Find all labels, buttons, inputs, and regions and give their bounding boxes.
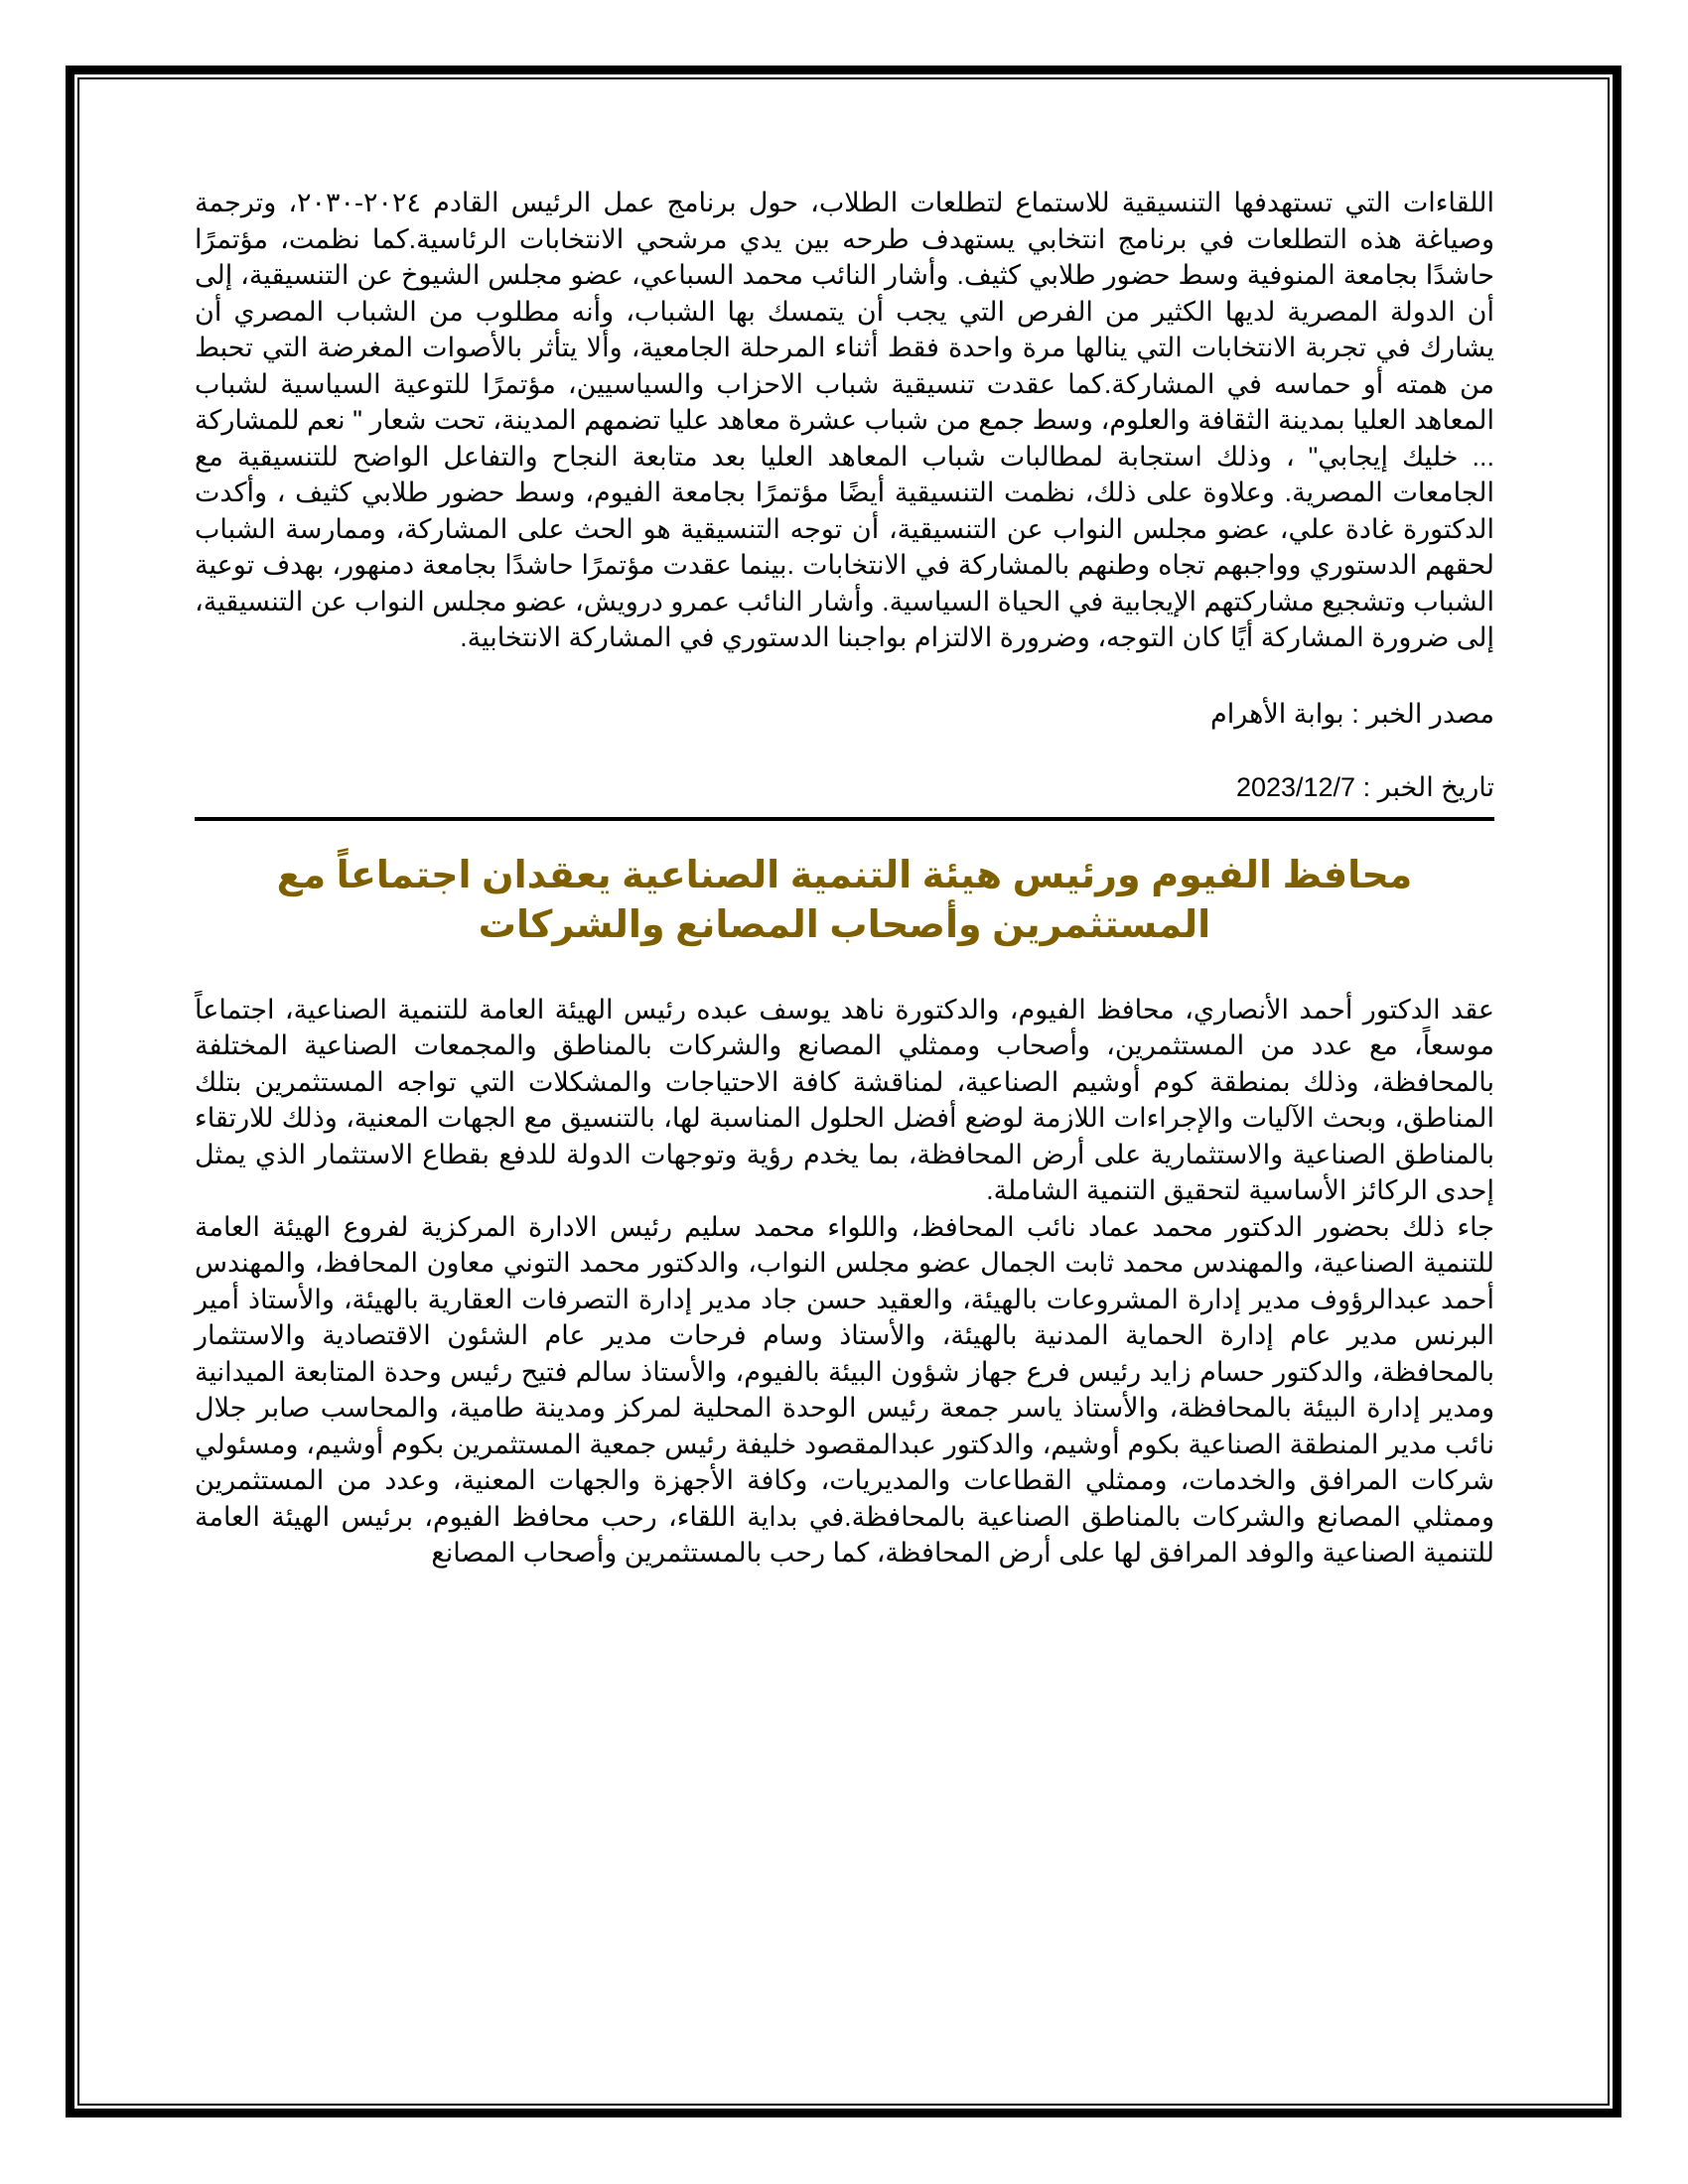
article2-paragraph-1: عقد الدكتور أحمد الأنصاري، محافظ الفيوم، والدكتورة ناهد يوسف عبده رئيس الهيئة العامة للتنمية الصناعية، اجتماعاً موسعاً، مع عدد من المستثمرين، وأصحاب وممثلي المصانع والشركات بالمناطق والمجمعات الصناعية المختلفة بالمحافظة، وذلك بمنطقة كوم أوشيم الصناعية، لمناقشة كافة الاحتياجات والمشكلات التي تواجه المستثمرين بتلك المناطق، وبحث الآليات والإجراءات اللازمة لوضع أفضل الحلول المناسبة لها، بالتنسيق مع الجهات المعنية، وذلك للارتقاء بالمناطق الصناعية والاستثمارية على أرض المحافظة، بما يخدم رؤية وتوجهات الدولة للدفع بقطاع الاستثمار الذي يمثل إحدى الركائز الأساسية لتحقيق التنمية الشاملة. xyxy=(195,994,1494,1205)
news-source: مصدر الخبر : بوابة الأهرام xyxy=(1209,698,1494,729)
article2-headline: محافظ الفيوم ورئيس هيئة التنمية الصناعية يعقدان اجتماعاً مع المستثمرين وأصحاب المصانع والشركات xyxy=(276,854,1413,946)
article2-paragraph-2: جاء ذلك بحضور الدكتور محمد عماد نائب المحافظ، واللواء محمد سليم رئيس الادارة المركزية لفروع الهيئة العامة للتنمية الصناعية، والمهندس محمد ثابت الجمال عضو مجلس النواب، والدكتور محمد التوني معاون المحافظ، والمهندس أحمد عبدالرؤوف مدير إدارة المشروعات بالهيئة، والعقيد حسن جاد مدير إدارة التصرفات العقارية بالهيئة، والأستاذ أمير البرنس مدير عام إدارة الحماية المدنية بالهيئة، والأستاذ وسام فرحات مدير عام الشئون الاقتصادية والاستثمار بالمحافظة، والدكتور حسام زايد رئيس فرع جهاز شؤون البيئة بالفيوم، والأستاذ سالم فتيح رئيس وحدة المتابعة الميدانية ومدير إدارة البيئة بالمحافظة، والأستاذ ياسر جمعة رئيس الوحدة المحلية لمركز ومدينة طامية، والمحاسب صابر جلال نائب مدير المنطقة الصناعية بكوم أوشيم، والدكتور عبدالمقصود خليفة رئيس جمعية المستثمرين بكوم أوشيم، ومسئولي شركات المرافق والخدمات، وممثلي القطاعات والمديريات، وكافة الأجهزة والجهات المعنية، وعدد من المستثمرين وممثلي المصانع والشركات بالمناطق الصناعية بالمحافظة.في بداية اللقاء، رحب محافظ الفيوم، برئيس الهيئة العامة للتنمية الصناعية والوفد المرافق لها على أرض المحافظة، كما رحب بالمستثمرين وأصحاب المصانع xyxy=(195,1211,1494,1568)
document-content xyxy=(195,185,1494,1571)
article1-body: اللقاءات التي تستهدفها التنسيقية للاستماع لتطلعات الطلاب، حول برنامج عمل الرئيس القادم ٢٠٢٤-٢٠٣٠، وترجمة وصياغة هذه التطلعات في برنامج انتخابي يستهدف طرحه بين يدي مرشحي الانتخابات الرئاسية.كما نظمت، مؤتمرًا حاشدًا بجامعة المنوفية وسط حضور طلابي كثيف. وأشار النائب محمد السباعي، عضو مجلس الشيوخ عن التنسيقية، إلى أن الدولة المصرية لديها الكثير من الفرص التي يجب أن يتمسك بها الشباب، وأنه مطلوب من الشباب المصري أن يشارك في تجربة الانتخابات التي ينالها مرة واحدة فقط أثناء المرحلة الجامعية، وألا يتأثر بالأصوات المغرضة التي تحبط من همته أو حماسه في المشاركة.كما عقدت تنسيقية شباب الاحزاب والسياسيين، مؤتمرًا للتوعية السياسية لشباب المعاهد العليا بمدينة الثقافة والعلوم، وسط جمع من شباب عشرة معاهد عليا تضمهم المدينة، تحت شعار " نعم للمشاركة ... خليك إيجابي" ، وذلك استجابة لمطالبات شباب المعاهد العليا بعد متابعة النجاح والتفاعل الواضح للتنسيقية مع الجامعات المصرية. وعلاوة على ذلك، نظمت التنسيقية أيضًا مؤتمرًا بجامعة الفيوم، وسط حضور طلابي كثيف ، وأكدت الدكتورة غادة علي، عضو مجلس النواب عن التنسيقية، أن توجه التنسيقية هو الحث على المشاركة، وممارسة الشباب لحقهم الدستوري وواجبهم تجاه وطنهم بالمشاركة في الانتخابات .بينما عقدت مؤتمرًا حاشدًا بجامعة دمنهور، بهدف توعية الشباب وتشجيع مشاركتهم الإيجابية في الحياة السياسية. وأشار النائب عمرو درويش، عضو مجلس النواب عن التنسيقية، إلى ضرورة المشاركة أيًا كان التوجه، وضرورة الالتزام بواجبنا الدستوري في المشاركة الانتخابية. xyxy=(195,188,1494,652)
section-divider xyxy=(195,817,1494,821)
news-date: تاريخ الخبر : 2023/12/7 xyxy=(1235,771,1494,802)
